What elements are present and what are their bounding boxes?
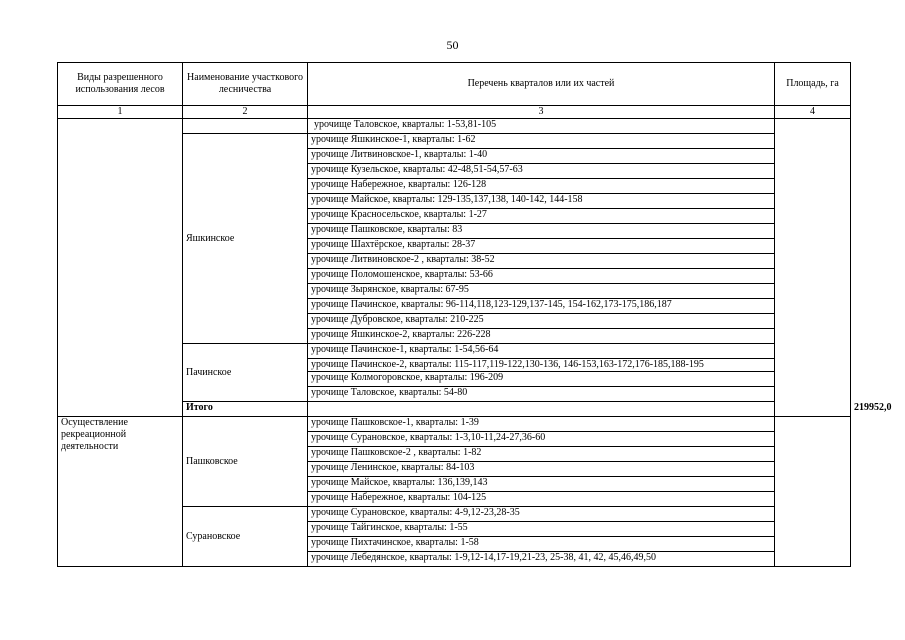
quarter-item: урочище Пачинское-1, кварталы: 1-54,56-64 xyxy=(308,344,775,359)
quarter-item: урочище Сурановское, кварталы: 4-9,12-23,28-35 xyxy=(308,507,775,522)
quarter-item: урочище Сурановское, кварталы: 1-3,10-11,24-27,36-60 xyxy=(308,432,775,447)
quarter-item: урочище Яшкинское-1, кварталы: 1-62 xyxy=(308,134,775,149)
forestry-cell-pashkovskoe: Пашковское xyxy=(183,417,308,507)
total-label: Итого xyxy=(183,402,308,417)
quarter-item: урочище Пашковское-1, кварталы: 1-39 xyxy=(308,417,775,432)
quarter-item: урочище Пихтачинское, кварталы: 1-58 xyxy=(308,537,775,552)
page-number: 50 xyxy=(446,38,459,52)
total-row: Итого 219952,0 xyxy=(58,402,851,417)
quarter-item: урочище Набережное, кварталы: 104-125 xyxy=(308,492,775,507)
header-quarters: Перечень кварталов или их частей xyxy=(308,63,775,106)
header-row xyxy=(58,63,851,106)
table-row xyxy=(58,119,851,134)
quarter-item: урочище Пачинское-2, кварталы: 115-117,119-122,130-136, 146-153,163-172,176-185,188-195 xyxy=(308,359,775,372)
quarter-item: урочище Литвиновское-1, кварталы: 1-40 xyxy=(308,149,775,164)
column-number-row xyxy=(58,106,851,119)
quarter-item: урочище Пашковское, кварталы: 83 xyxy=(308,224,775,239)
quarter-item: урочище Майское, кварталы: 136,139,143 xyxy=(308,477,775,492)
header-use-type: Виды разрешенного использования лесов xyxy=(58,63,183,106)
total-empty-cell xyxy=(308,402,775,417)
forestry-cell-suranovskoe: Сурановское xyxy=(183,507,308,567)
quarter-item: урочище Пашковское-2 , кварталы: 1-82 xyxy=(308,447,775,462)
quarter-item: урочище Зырянское, кварталы: 67-95 xyxy=(308,284,775,299)
quarter-item: урочище Таловское, кварталы: 54-80 xyxy=(308,387,775,402)
column-number: 2 xyxy=(183,106,308,119)
header-area: Площадь, га xyxy=(775,63,851,106)
quarter-item: урочище Майское, кварталы: 129-135,137,138, 140-142, 144-158 xyxy=(308,194,775,209)
quarter-item: урочище Таловское, кварталы: 1-53,81-105 xyxy=(308,119,775,134)
forestry-cell xyxy=(183,119,308,134)
quarter-item: урочище Пачинское, кварталы: 96-114,118,123-129,137-145, 154-162,173-175,186,187 xyxy=(308,299,775,314)
use-type-cell: Осуществление рекреационной деятельности xyxy=(58,417,183,567)
quarter-item: урочище Шахтёрское, кварталы: 28-37 xyxy=(308,239,775,254)
forestry-cell-yashkinskoe: Яшкинское xyxy=(183,134,308,344)
table-row xyxy=(58,417,851,432)
quarter-item: урочище Литвиновское-2 , кварталы: 38-52 xyxy=(308,254,775,269)
quarter-item: урочище Дубровское, кварталы: 210-225 xyxy=(308,314,775,329)
column-number: 3 xyxy=(308,106,775,119)
area-cell xyxy=(775,417,851,567)
quarter-item: урочище Яшкинское-2, кварталы: 226-228 xyxy=(308,329,775,344)
quarter-item: урочище Лебедянское, кварталы: 1-9,12-14,17-19,21-23, 25-38, 41, 42, 45,46,49,50 xyxy=(308,552,775,567)
quarter-item: урочище Красносельское, кварталы: 1-27 xyxy=(308,209,775,224)
quarter-item: урочище Поломошенское, кварталы: 53-66 xyxy=(308,269,775,284)
use-type-cell xyxy=(58,119,183,417)
quarter-item: урочище Ленинское, кварталы: 84-103 xyxy=(308,462,775,477)
forestry-cell-pachinskoe: Пачинское xyxy=(183,344,308,402)
forest-use-table xyxy=(57,62,892,567)
area-cell xyxy=(775,119,851,417)
column-number: 1 xyxy=(58,106,183,119)
header-forestry: Наименование участкового лесничества xyxy=(183,63,308,106)
quarter-item: урочище Тайгинское, кварталы: 1-55 xyxy=(308,522,775,537)
quarter-item: урочище Набережное, кварталы: 126-128 xyxy=(308,179,775,194)
quarter-item: урочище Кузельское, кварталы: 42-48,51-54,57-63 xyxy=(308,164,775,179)
column-number: 4 xyxy=(775,106,851,119)
quarter-item: урочище Колмогоровское, кварталы: 196-209 xyxy=(308,372,775,387)
